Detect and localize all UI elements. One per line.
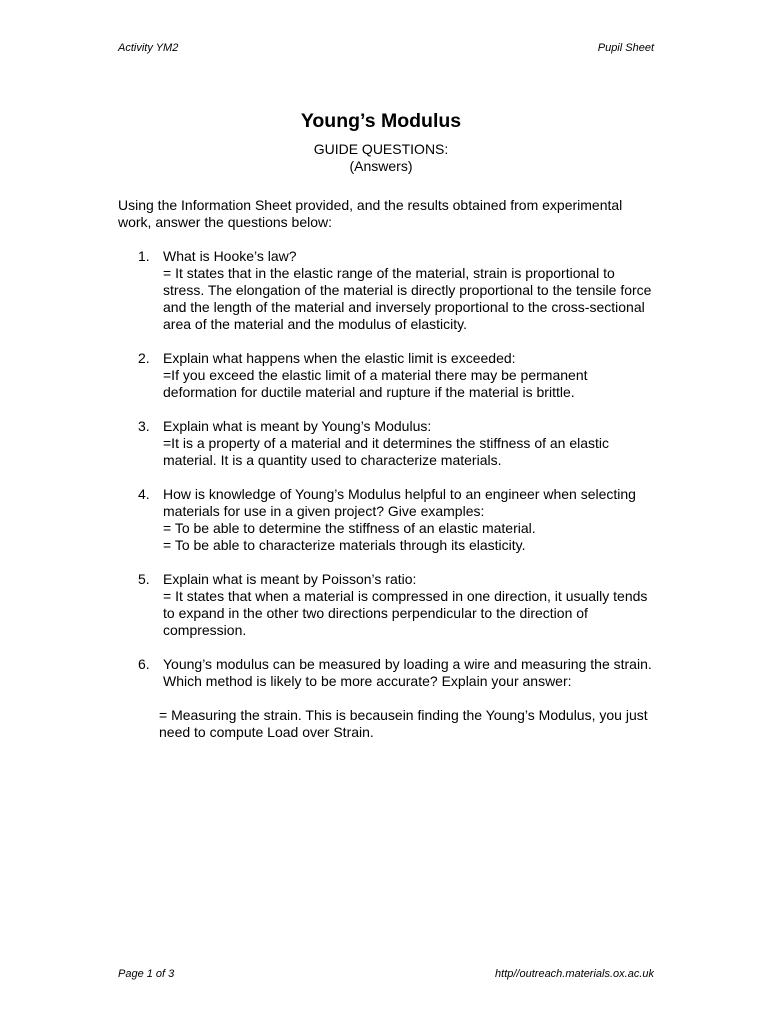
document-title: Young’s Modulus xyxy=(300,110,462,132)
document-subtitle xyxy=(0,141,762,175)
question-text: Explain what is meant by Poisson’s ratio: xyxy=(163,571,417,587)
answer-text: = Measuring the strain. This is becausein finding the Young’s Modulus, you just need to compute Load over Strain. xyxy=(159,707,648,740)
subtitle-answers: (Answers) xyxy=(349,158,413,174)
answer-text: = It states that in the elastic range of the material, strain is proportional to stress. The elongation of the material is directly proportional to the tensile force and the length of the material and inversely proportional to the cross-sectional area of the material and the modulus of elasticity. xyxy=(163,265,652,332)
question-number: 1. xyxy=(138,248,150,264)
question-text: Explain what happens when the elastic limit is exceeded: xyxy=(163,350,516,366)
question-number: 6. xyxy=(138,656,150,672)
question-5 xyxy=(118,571,658,639)
header-activity: Activity YM2 xyxy=(118,42,179,54)
question-1 xyxy=(118,248,658,333)
question-6 xyxy=(118,656,658,741)
document-body xyxy=(118,197,658,758)
page-header xyxy=(118,42,654,54)
question-number: 4. xyxy=(138,486,150,502)
intro-paragraph: Using the Information Sheet provided, and the results obtained from experimental work, answer the questions below: xyxy=(118,197,623,230)
footer-page-number: Page 1 of 3 xyxy=(118,968,175,980)
answer-text: = It states that when a material is compressed in one direction, it usually tends to expand in the other two directions perpendicular to the direction of compression. xyxy=(163,588,648,638)
answer-text: = To be able to determine the stiffness of an elastic material. xyxy=(163,520,536,536)
question-text: Explain what is meant by Young’s Modulus: xyxy=(163,418,432,434)
header-sheet-type: Pupil Sheet xyxy=(597,42,654,54)
question-number: 3. xyxy=(138,418,150,434)
question-text: What is Hooke’s law? xyxy=(163,248,297,264)
question-text: Young’s modulus can be measured by loading a wire and measuring the strain. Which method is likely to be more accurate? Explain your answer: xyxy=(163,656,652,689)
question-4 xyxy=(118,486,658,554)
subtitle-guide-questions: GUIDE QUESTIONS: xyxy=(313,141,449,157)
answer-block xyxy=(159,707,658,741)
page-footer xyxy=(118,968,654,980)
question-number: 5. xyxy=(138,571,150,587)
question-3 xyxy=(118,418,658,469)
footer-url: http//outreach.materials.ox.ac.uk xyxy=(495,968,654,980)
answer-text: =It is a property of a material and it determines the stiffness of an elastic material. It is a quantity used to characterize materials. xyxy=(163,435,610,468)
answer-text: = To be able to characterize materials through its elasticity. xyxy=(163,537,526,553)
question-number: 2. xyxy=(138,350,150,366)
question-text: How is knowledge of Young’s Modulus helpful to an engineer when selecting materials for use in a given project? Give examples: xyxy=(163,486,636,519)
answer-text: =If you exceed the elastic limit of a material there may be permanent deformation for ductile material and rupture if the material is brittle. xyxy=(163,367,588,400)
question-2 xyxy=(118,350,658,401)
